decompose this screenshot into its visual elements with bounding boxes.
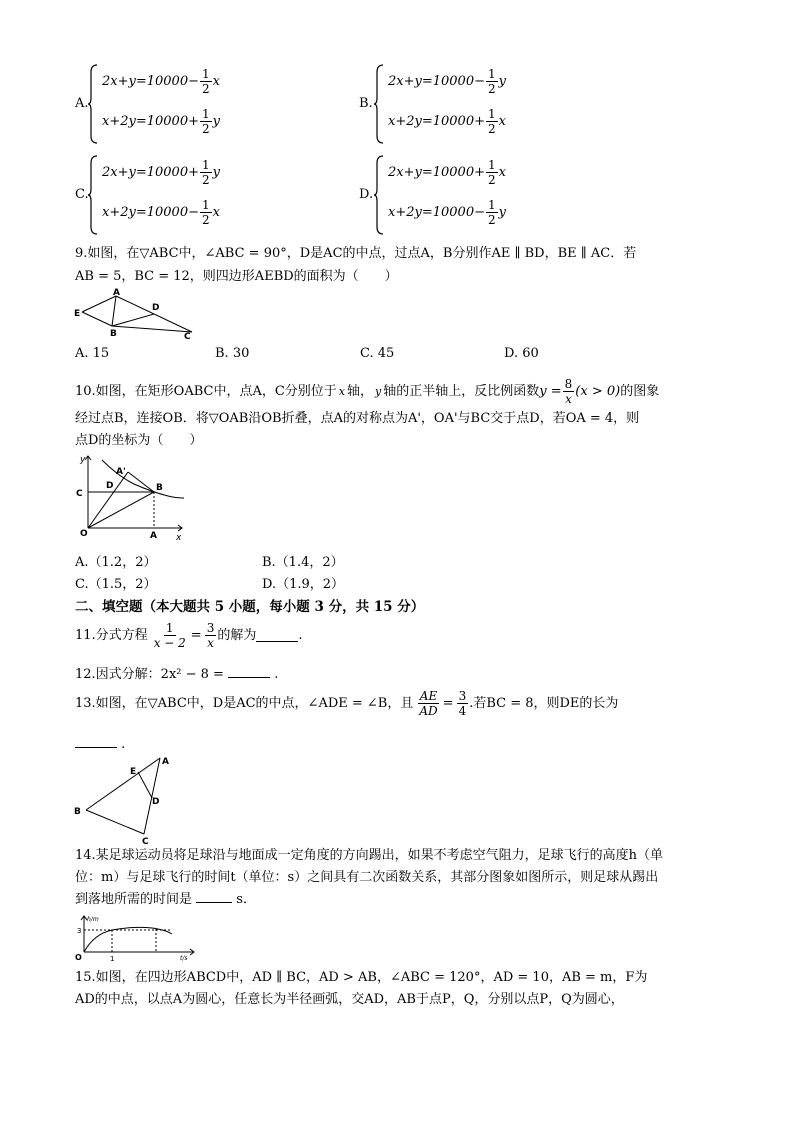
label-d: D (152, 303, 160, 313)
q13-line-2: . (75, 734, 125, 756)
label-c: C (76, 489, 83, 499)
q9-figure (72, 288, 198, 340)
brace-icon (88, 64, 98, 144)
answer-blank (228, 665, 270, 678)
equation-line-1: 2x+y=10000− $\frac{1}{2}$ y (388, 67, 506, 96)
label-one: 1 (110, 955, 115, 962)
equation-line-1: 2x+y=10000− $\frac{1}{2}$ x (102, 67, 220, 96)
label-a: A (150, 531, 157, 541)
q13-line-1: 13.如图，在▽ABC中，D是AC的中点，∠ADE = ∠B，且 $\frac{AE}{AD}$ = $\frac{3}{4}$ .若BC = 8，则DE的长为 (75, 689, 619, 718)
brace-icon (374, 155, 384, 235)
equation-line-2: x+2y=10000+ $\frac{1}{2}$ x (388, 107, 506, 136)
label-t-axis: t/s (180, 955, 188, 962)
q9-option-c: C. 45 (360, 346, 395, 361)
q14-line-2: 位：m）与足球飞行的时间t（单位：s）之间具有二次函数关系，其部分图象如图所示，则足球从踢出 (75, 870, 659, 885)
q9-line-2: AB = 5，BC = 12，则四边形AEBD的面积为（ ） (75, 269, 398, 284)
q9-line-1: 9.如图，在▽ABC中，∠ABC = 90°，D是AC的中点，过点A，B分别作AE ∥ BD，BE ∥ AC．若 (75, 246, 637, 261)
label-a-prime: A' (116, 467, 126, 477)
q10-line-1: 10.如图，在矩形OABC中，点A，C分别位于 x 轴， y 轴的正半轴上，反比例函数 y = $\frac{8}{x}$ (x > 0) 的图象 (75, 377, 660, 406)
label-y: y (80, 455, 86, 465)
q10-figure (72, 450, 188, 542)
q10-line-2: 经过点B，连接OB．将▽OAB沿OB折叠，点A的对称点为A'，OA'与BC交于点D，若OA = 4，则 (75, 411, 640, 426)
q9-option-b: B. 30 (215, 346, 250, 361)
label-h-axis: h/m (87, 916, 99, 923)
answer-blank (196, 890, 232, 903)
equation-line-2: x+2y=10000− $\frac{1}{2}$ x (102, 198, 220, 227)
q9-option-a: A. 15 (75, 346, 110, 361)
label-c: C (142, 837, 149, 844)
label-o: O (80, 529, 88, 539)
option-label: B. (359, 96, 373, 111)
answer-blank (75, 735, 117, 748)
label-o: O (75, 953, 82, 962)
q9-option-d: D. 60 (504, 346, 539, 361)
q10-option-d: D.（1.9，2） (262, 577, 345, 592)
label-x: x (176, 533, 182, 542)
answer-blank (256, 629, 298, 642)
label-a: A (162, 757, 169, 767)
label-d: D (106, 481, 114, 491)
section-heading: 二、填空题（本大题共 5 小题，每小题 3 分，共 15 分） (75, 599, 425, 615)
equation-line-2: x+2y=10000− $\frac{1}{2}$ y (388, 198, 506, 227)
label-three: 3 (77, 927, 82, 935)
q15-line-2: AD的中点，以点A为圆心，任意长为半径画弧，交AD，AB于点P，Q，分别以点P，Q为圆心， (75, 992, 624, 1007)
label-b: B (156, 483, 163, 493)
equation-line-1: 2x+y=10000+ $\frac{1}{2}$ y (102, 158, 220, 187)
q14-line-1: 14.某足球运动员将足球沿与地面成一定角度的方向踢出，如果不考虑空气阻力，足球飞行的高度h（单 (75, 848, 664, 863)
brace-icon (374, 64, 384, 144)
q15-line-1: 15.如图，在四边形ABCD中，AD ∥ BC，AD > AB，∠ABC = 120°，AD = 10，AB = m，F为 (75, 970, 648, 985)
label-c: C (184, 332, 191, 340)
label-e: E (130, 767, 137, 777)
q12-line: 12.因式分解：2x² − 8 = . (75, 667, 279, 682)
q14-figure (72, 912, 198, 962)
equation-line-1: 2x+y=10000+ $\frac{1}{2}$ x (388, 158, 506, 187)
label-b: B (74, 807, 81, 817)
q10-option-a: A.（1.2，2） (75, 555, 157, 570)
q11-line: 11.分式方程 $\frac{1}{x - 2}$ = $\frac{3}{x}$ 的解为 . (75, 621, 303, 650)
label-a: A (113, 288, 120, 298)
q14-line-3: 到落地所需的时间是 s． (75, 892, 256, 907)
label-b: B (110, 329, 117, 339)
q13-figure (72, 752, 172, 844)
option-label: D. (359, 187, 374, 202)
q10-option-c: C.（1.5，2） (75, 577, 157, 592)
brace-icon (88, 155, 98, 235)
q10-line-3: 点D的坐标为（ ） (75, 433, 203, 448)
equation-line-2: x+2y=10000+ $\frac{1}{2}$ y (102, 107, 220, 136)
q10-option-b: B.（1.4，2） (262, 555, 344, 570)
option-label: C. (75, 187, 89, 202)
label-d: D (152, 797, 160, 807)
option-label: A. (75, 96, 89, 111)
label-e: E (74, 309, 81, 319)
